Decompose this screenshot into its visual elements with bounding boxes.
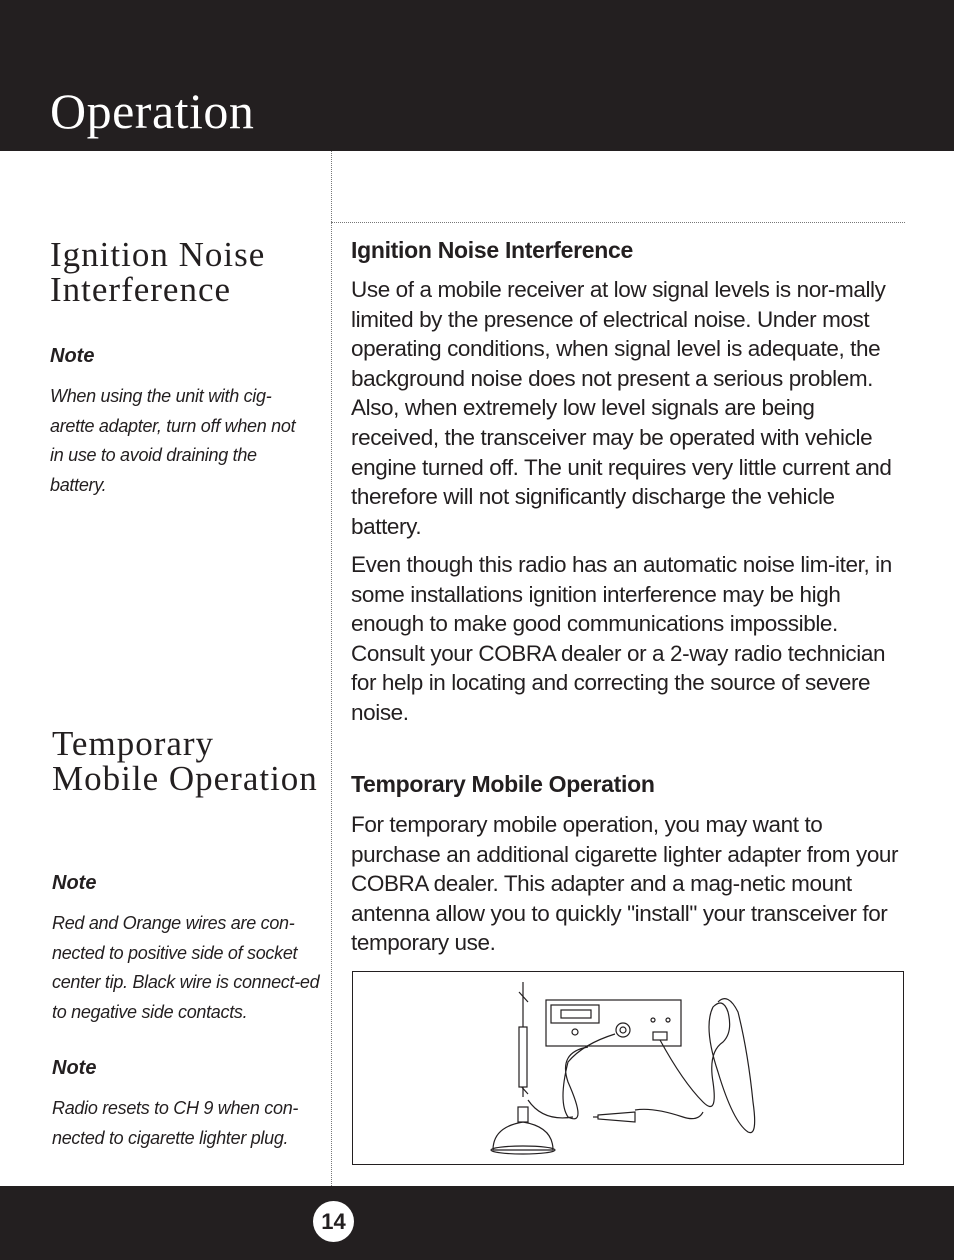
page-footer (0, 1186, 954, 1260)
note-label: Note (52, 872, 97, 894)
column-divider (331, 151, 332, 1186)
section-heading-temporary: Temporary Mobile Operation (351, 771, 655, 797)
cigarette-plug (598, 1112, 635, 1122)
note-label: Note (52, 1057, 97, 1079)
sidebar-heading-ignition: Ignition Noise Interference (50, 235, 266, 309)
page-number-badge: 14 (313, 1201, 354, 1242)
body-paragraph: Even though this radio has an automatic noise lim-iter, in some installations ignition interference may be high enough to make good communications impossible. Consult your COBRA dealer or a 2-way radio technician for help in locating and correcting the source of severe noise. (351, 552, 892, 725)
body-paragraph: Use of a mobile receiver at low signal levels is nor-mally limited by the presence of electrical noise. Under most operating conditions, when signal level is adequate, the background noise does not present a serious problem. Also, when extremely low level signals are being received, the transceiver may be operated with vehicle engine turned off. The unit requires very little current and therefore will not significantly discharge the vehicle battery. (351, 277, 892, 539)
body-paragraph: For temporary mobile operation, you may want to purchase an additional cigarette lighter adapter from your COBRA dealer. This adapter and a mag-netic mount antenna allow you to quickly "install" your transceiver for temporary use. (351, 812, 899, 956)
note-text: When using the unit with cig-arette adapter, turn off when not in use to avoid draining the battery. (50, 386, 296, 495)
page-title: Operation (50, 83, 255, 139)
top-rule (331, 222, 905, 223)
note-text: Red and Orange wires are con-nected to positive side of socket center tip. Black wire is connect-ed to negative side contacts. (52, 913, 320, 1022)
note-text: Radio resets to CH 9 when con-nected to cigarette lighter plug. (52, 1098, 299, 1148)
sidebar-heading-temporary: Temporary Mobile Operation (52, 724, 318, 798)
installation-illustration (352, 971, 904, 1165)
note-label: Note (50, 345, 95, 367)
radio-antenna-adapter-illustration (353, 972, 903, 1164)
page-header (0, 0, 954, 151)
section-heading-ignition: Ignition Noise Interference (351, 237, 634, 263)
